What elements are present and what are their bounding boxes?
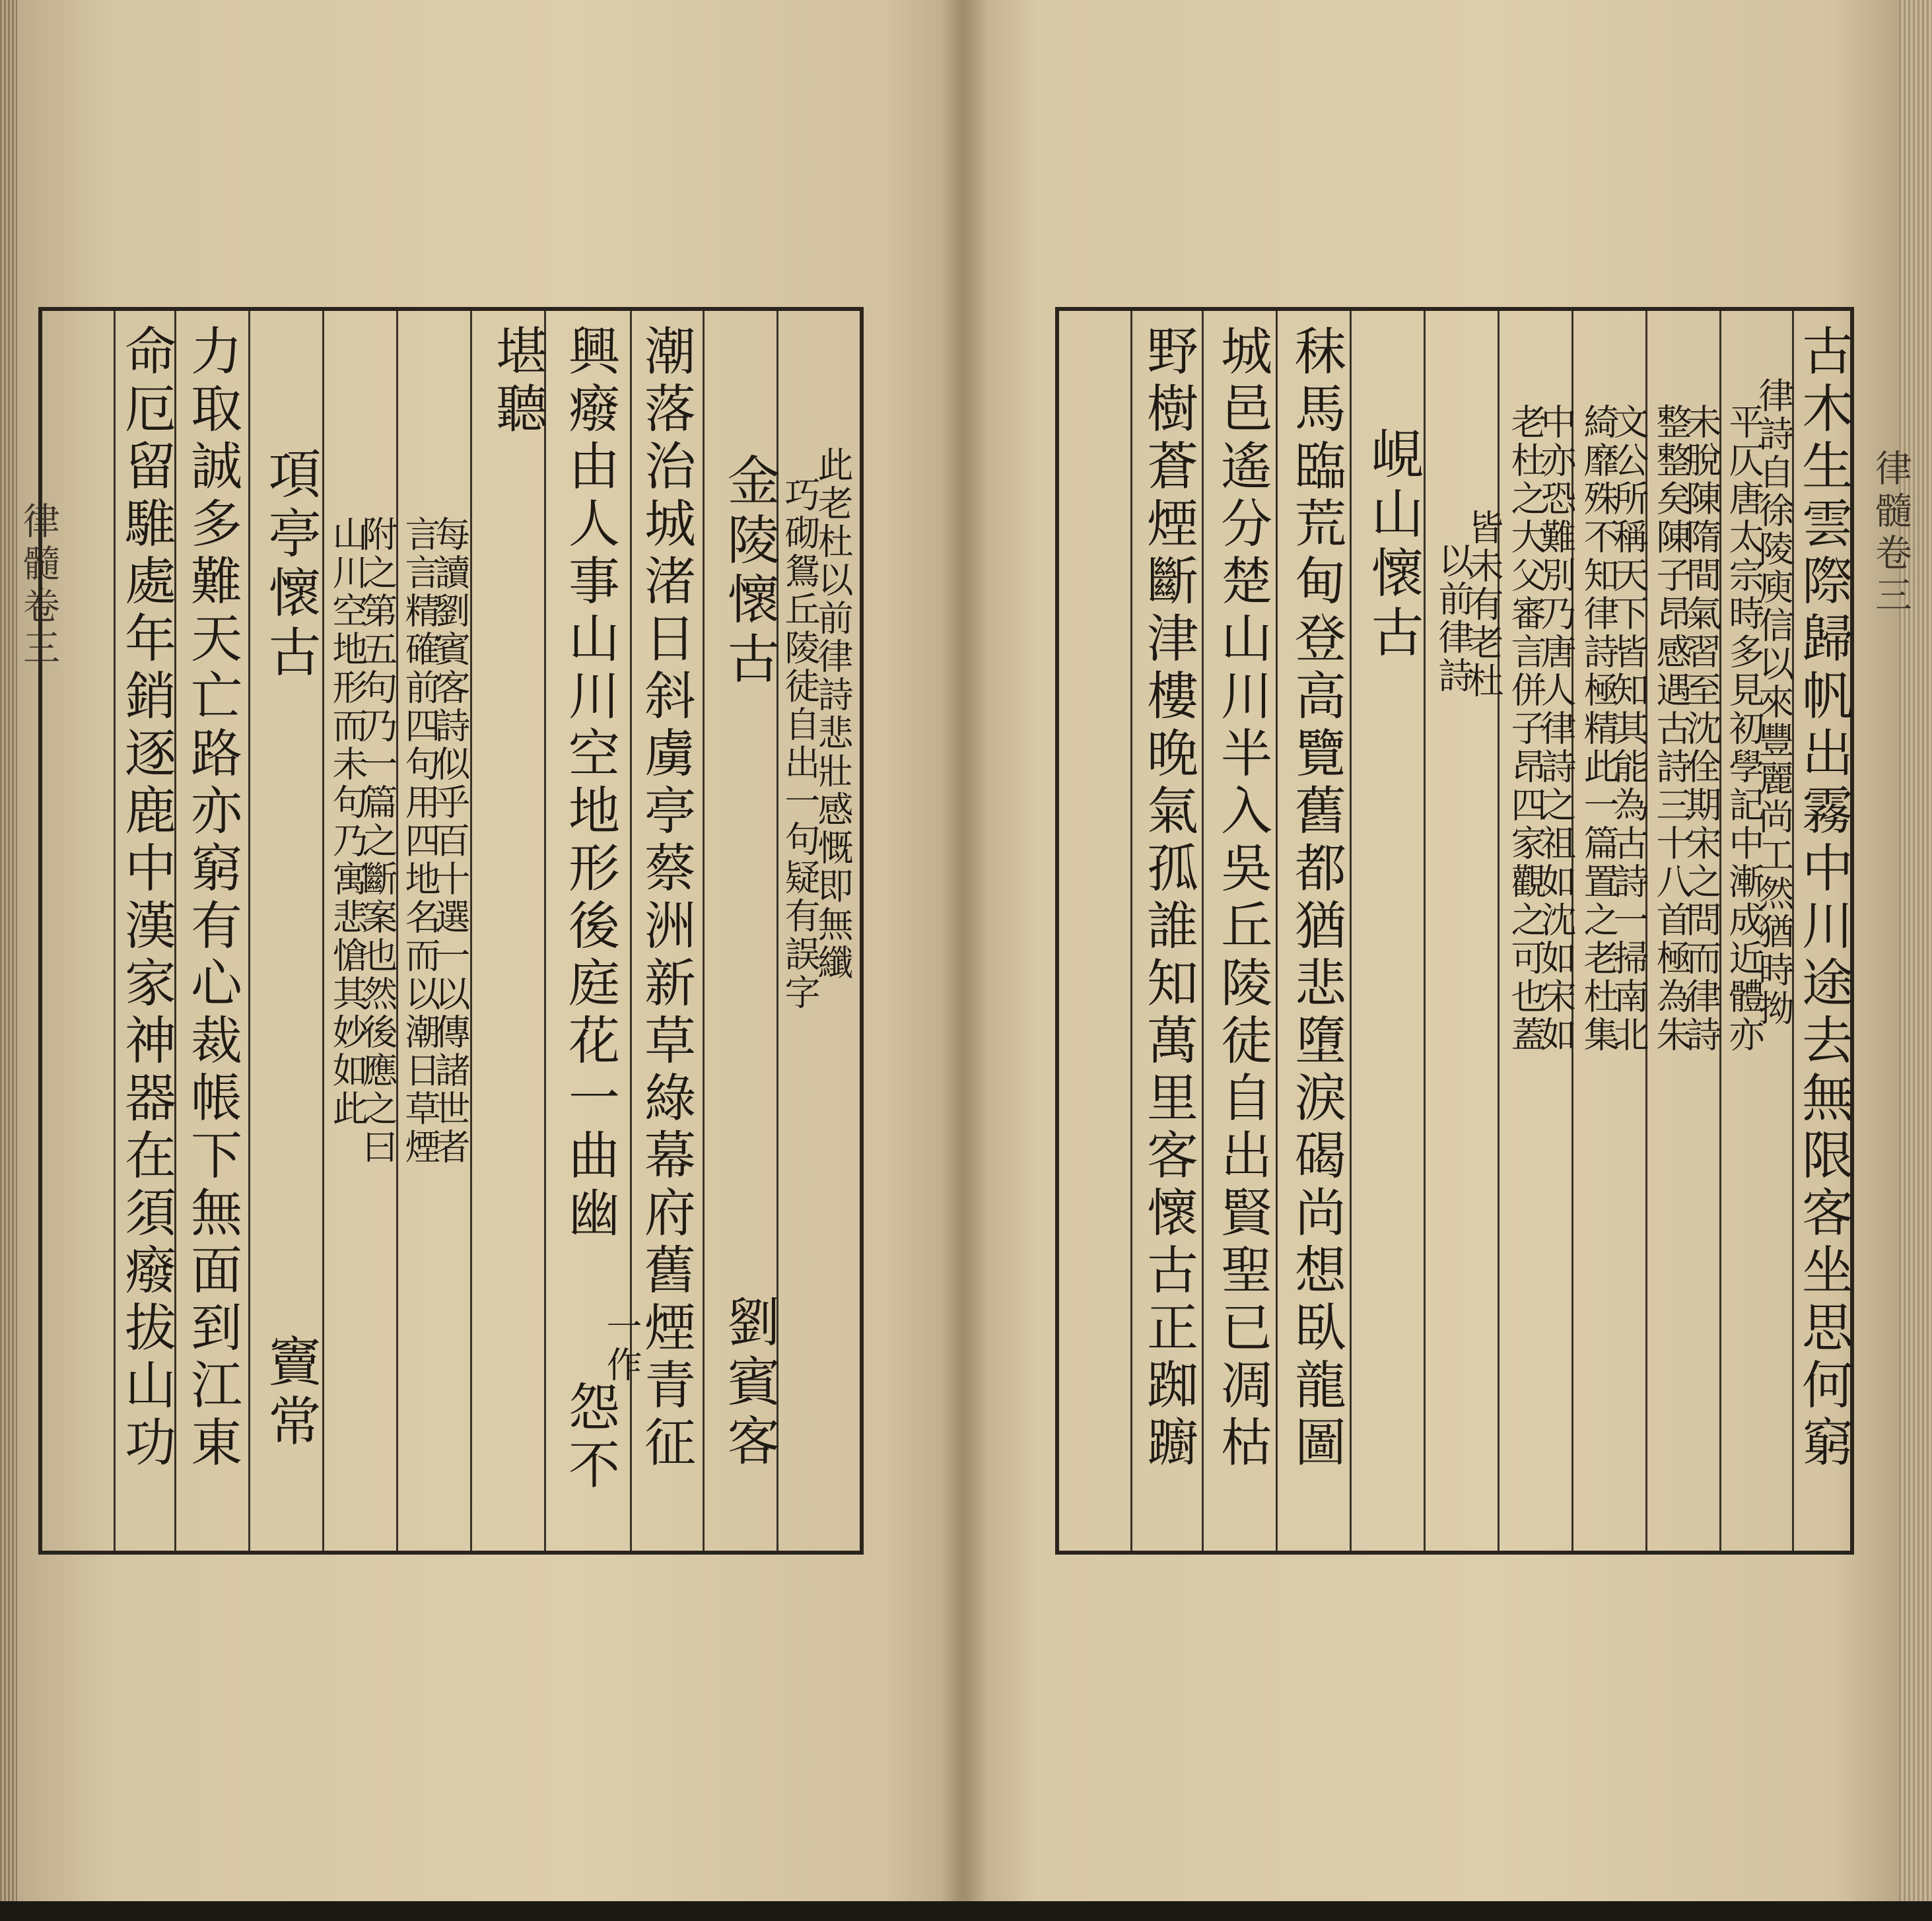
- poem-author: 劉賓客: [718, 1295, 780, 1473]
- poem-line: 命厄留騅處年銷逐鹿中漢家神器在須癈拔山功: [116, 324, 176, 1473]
- text-frame-left: [38, 307, 864, 1555]
- rule: [1130, 311, 1132, 1551]
- note-column: 以前律詩: [1433, 542, 1474, 695]
- note-column: 整整矣陳子昂感遇古詩三十八首極為朱: [1651, 403, 1692, 1054]
- note-column: 皆未有老杜: [1463, 509, 1504, 700]
- rule: [1350, 311, 1352, 1551]
- text-frame-right: [1055, 307, 1854, 1555]
- rule: [544, 311, 546, 1551]
- note-column: 此老杜以前律詩悲壯感慨即無纖: [812, 446, 854, 982]
- poem-line: 城邑遙分楚山川半入吳丘陵徒自出賢聖已凋枯: [1212, 324, 1272, 1473]
- note-column: 附之第五句乃一篇之斷案也然後應之曰: [357, 516, 398, 1166]
- poem-line: 怨不: [560, 1380, 619, 1495]
- rule: [703, 311, 705, 1551]
- inline-variant-note: 一作: [601, 1308, 642, 1384]
- rule: [114, 311, 116, 1551]
- poem-title: 峴山懷古: [1362, 426, 1424, 664]
- note-column: 中亦恐難別乃唐人律詩之祖如沈如宋如: [1535, 403, 1577, 1054]
- book-gutter: [941, 0, 987, 1901]
- note-column: 未脫陳隋間氣習至沈佺期宋之問而律詩: [1680, 403, 1722, 1054]
- poem-line: 野樹蒼煙斷津樓晚氣孤誰知萬里客懷古正踟躕: [1138, 324, 1198, 1473]
- poem-line: 興癈由人事山川空地形後庭花一曲幽: [560, 324, 619, 1243]
- rule: [1276, 311, 1278, 1551]
- poem-line: 秣馬臨荒甸登高覽舊都猶悲墮淚碣尚想臥龍圖: [1286, 324, 1346, 1473]
- page-edge-stack: [1899, 0, 1932, 1901]
- note-column: 綺靡殊不知律詩極精此一篇置之老杜集: [1578, 403, 1620, 1054]
- note-column: 山川空地形而未句乃寓悲愴其妙如此: [327, 516, 368, 1128]
- note-column: 文公所稱天下皆知其能為古詩一掃南北: [1608, 403, 1649, 1054]
- poem-title: 項亭懷古: [259, 446, 321, 684]
- running-head-left: 律髓卷三: [17, 502, 60, 671]
- poem-title: 金陵懷古: [718, 453, 780, 691]
- poem-line: 堪聽: [487, 324, 547, 439]
- rule: [1498, 311, 1500, 1551]
- poem-author: 竇常: [259, 1334, 321, 1453]
- poem-line: 潮落治城渚日斜虜亭蔡洲新草綠幕府舊煙青征: [636, 324, 695, 1473]
- rule: [248, 311, 250, 1551]
- note-column: 巧砌鴛丘陵徒自出一句疑有誤字: [779, 476, 821, 1012]
- left-page: [0, 0, 961, 1901]
- note-column: 每讀劉賓客詩似乎百十選一以傳諸世者: [429, 516, 471, 1166]
- rule: [1202, 311, 1204, 1551]
- rule: [322, 311, 324, 1551]
- running-head-right: 律髓卷三: [1869, 449, 1912, 618]
- note-column: 律詩自徐陵庾信以來豐麗尚工然猶時拗: [1753, 377, 1795, 1028]
- note-column: 言言精確前四句用四地名而以潮日草煙: [399, 516, 441, 1166]
- poem-line: 力取誠多難天亡路亦窮有心裁帳下無面到江東: [182, 324, 242, 1473]
- poem-line: 古木生雲際歸帆出霧中川途去無限客坐思何窮: [1793, 324, 1853, 1473]
- note-column: 平仄唐太宗時多見初學記中漸成近體亦: [1723, 403, 1765, 1054]
- note-column: 老杜之大父審言併子昂四家觀之可也蓋: [1505, 403, 1547, 1054]
- page-edge-left: [0, 0, 17, 1901]
- rule: [1424, 311, 1426, 1551]
